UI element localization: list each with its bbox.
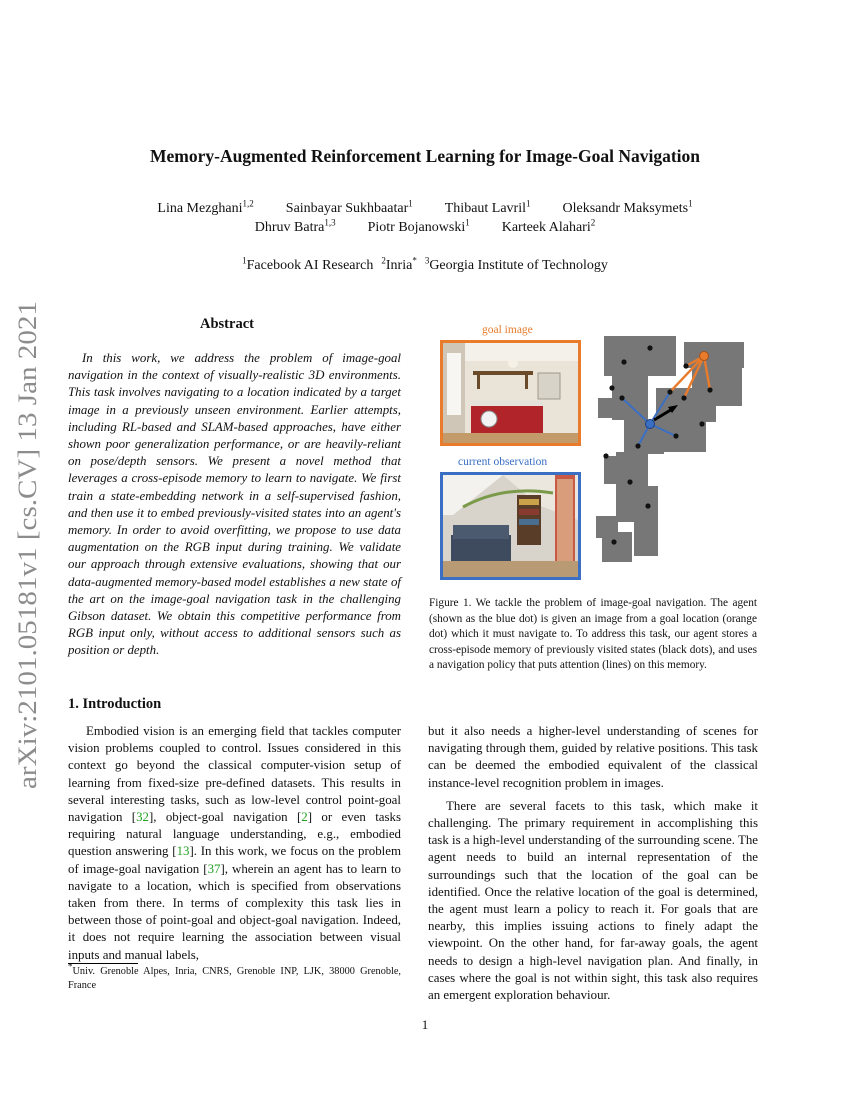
figure-1-caption: Figure 1. We tackle the problem of image-goal navigation. The agent (shown as the blue dot) is given an image from a goal location (orange dot) which it must navigate to. To address this task, our agent stores a cross-episode memory of previously visited states (black dots), and uses a navigation policy that puts attention (lines) on this memory. (429, 597, 757, 672)
intro-paragraph-1-continued: but it also needs a higher-level understanding of scenes for navigating through them, guided by relative positions. This task can be deemed the embodied equivalent of the classical instance-level recognition problem in images. (428, 724, 758, 790)
author-name: Dhruv Batra$^{1,3}$ (254, 217, 336, 235)
goal-orange-dot (700, 352, 709, 361)
paper-title: Memory-Augmented Reinforcement Learning for Image-Goal Navigation (149, 146, 701, 166)
arxiv-stamp (6, 300, 50, 790)
author-name: Piotr Bojanowski$^1$ (367, 217, 470, 235)
footnote-rule (68, 963, 138, 964)
author-name: Thibaut Lavril$^1$ (444, 198, 531, 216)
goal-image (440, 340, 581, 446)
affiliation: $^1$Facebook AI Research (242, 255, 374, 273)
abstract-text: In this work, we address the problem of image-goal navigation in the context of visually-realistic 3D environments. This task involves navigating to a location indicated by a target image in a previously unseen environment. Earlier attempts, including RL-based and SLAM-based approaches, have either shown poor generalization performance, or are heavily-reliant on pose/depth sensors. We present a novel method that leverages a cross-episode memory to learn to navigate. We first train a state-embedding network in a self-supervised fashion, and then use it to embed previously-visited states into an agent's memory. In order to avoid overfitting, we propose to use data augmentation on the RGB input during training. We validate our approach through extensive evaluations, showing that our data-augmented memory-based model establishes a new state of the art on the image-goal navigation task in the challenging Gibson dataset. We obtain this competitive performance from RGB input only, without access to additional sensors such as position or depth. (68, 351, 401, 658)
arxiv-stamp-svg (6, 300, 50, 790)
citation-link[interactable]: 37 (207, 861, 221, 876)
citation-link[interactable]: 13 (176, 844, 190, 859)
author-name: Karteek Alahari$^2$ (501, 217, 596, 235)
navigation-map (594, 336, 754, 584)
abstract-heading: Abstract (200, 316, 254, 332)
goal-image-drawing (443, 343, 578, 443)
page-number: 1 (421, 1017, 429, 1032)
citation-link[interactable]: 2 (301, 810, 308, 825)
goal-image-label: goal image (482, 324, 533, 336)
citation-link[interactable]: 32 (136, 810, 149, 825)
author-name: Lina Mezghani$^{1,2}$ (157, 198, 254, 216)
agent-blue-dot (646, 420, 655, 429)
current-observation-drawing (443, 475, 578, 577)
author-list-row2 (60, 217, 790, 236)
intro-left-column (68, 723, 401, 964)
affiliation-list (0, 255, 850, 274)
current-observation-label: current observation (458, 456, 548, 468)
intro-heading: 1. Introduction (68, 696, 162, 712)
current-observation-image (440, 472, 581, 580)
affiliation: $^3$Georgia Institute of Technology (424, 255, 608, 273)
intro-right-column (428, 723, 758, 1004)
arxiv-id: arXiv:2101.05181v1 [cs.CV] 13 Jan 2021 (13, 352, 42, 789)
author-name: Sainbayar Sukhbaatar$^1$ (285, 198, 413, 216)
footnote: *Univ. Grenoble Alpes, Inria, CNRS, Grenoble INP, LJK, 38000 Grenoble, France (68, 961, 401, 991)
intro-paragraph-1: Embodied vision is an emerging field that tackles computer vision problems coupled to control. Issues considered in this context go beyond the classical computer-vision setup of learning from fixed-size pre-defined datasets. This results in several interesting tasks, such as low-level control point-goal navigation [32], object-goal navigation [2] or even tasks requiring natural language understanding, e.g., embodied question answering [13]. In this work, we focus on the problem of image-goal navigation [37], wherein an agent has to learn to navigate to a location, which is specified from observations taken from there. In terms of complexity this task lies in between those of point-goal and object-goal navigation. Indeed, it does not require learning the association between visual inputs and manual labels, (68, 724, 401, 962)
author-name: Oleksandr Maksymets$^1$ (562, 198, 693, 216)
intro-paragraph-2: There are several facets to this task, which make it challenging. The primary requirement in accomplishing this task is a high-level understanding of the surrounding scene. The agent needs to build an internal representation of the surroundings such that the location of the goal can be identified. Once the relative location of the goal is determined, the agent must learn a policy to reach it. For goals that are nearby, this implies issuing actions to finely adapt the viewpoint. On the other hand, for far-away goals, the agent needs to design a high-level navigation plan. And finally, in cases where the goal is not within sight, this task also requires an emergent exploration behaviour. (428, 798, 758, 1003)
author-list-row1 (60, 198, 790, 217)
map-floor (596, 336, 744, 562)
affiliation: $^2$Inria* (381, 255, 417, 273)
figure-1 (436, 322, 756, 584)
